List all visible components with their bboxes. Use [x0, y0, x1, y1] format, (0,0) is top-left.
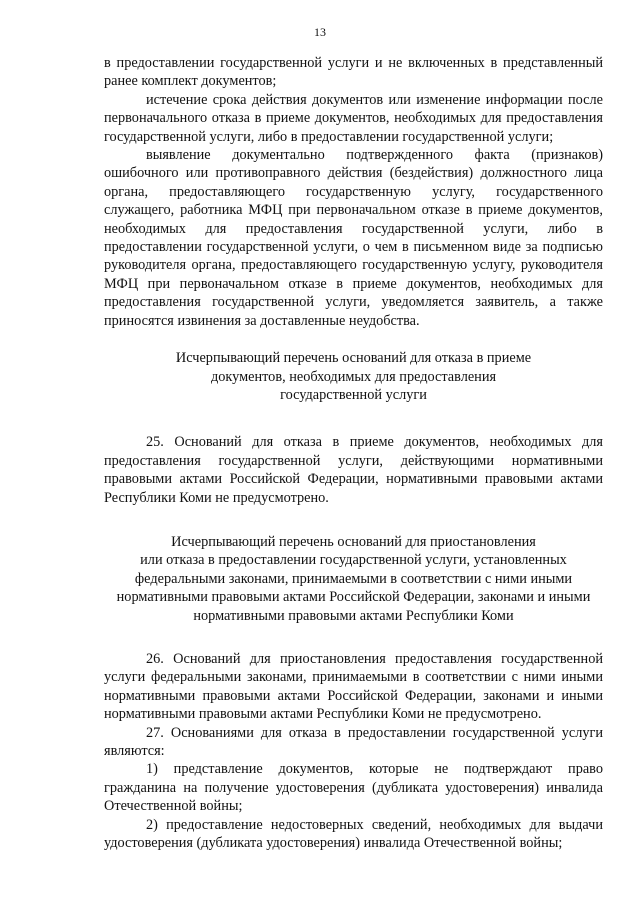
heading-line: нормативными правовыми актами Российской Федерации, законами и иными [116, 589, 591, 606]
document-body [104, 54, 603, 852]
list-item-2: 2) предоставление недостоверных сведений, необходимых для выдачи удостоверения (дубликата удостоверения) инвалида Отечественной войны; [104, 816, 603, 852]
paragraph-continuation: в предоставлении государственной услуги и не включенных в представленный ранее комплект документов; [104, 55, 603, 90]
heading-line: или отказа в предоставлении государственной услуги, установленных [140, 552, 567, 569]
paragraph-26: 26. Оснований для приостановления предоставления государственной услуги федеральными законами, принимаемыми в соответствии с ними иными нормативными правовыми актами Российской Федерации, законами и иными нормативными правовыми актами Республики Коми не предусмотрено. [104, 650, 603, 723]
paragraph-25: 25. Оснований для отказа в приеме документов, необходимых для предоставления государственной услуги, действующими нормативными правовыми актами Российской Федерации, нормативными правовыми актами Республики Коми не предусмотрено. [104, 434, 603, 506]
paragraph-error-detection: выявление документально подтвержденного факта (признаков) ошибочного или противоправного действия (бездействия) должностного лица органа, предоставляющего государственную услугу, государственного служащего, работника МФЦ при первоначальном отказе в приеме документов, необходимых для предоставления государственной услуги, либо в предоставлении государственной услуги, о чем в письменном виде за подписью руководителя органа, предоставляющего государственную услугу, руководителя МФЦ при первоначальном отказе в приеме документов, необходимых для предоставления государственной услуги, уведомляется заявитель, а также приносятся извинения за доставленные неудобства. [104, 147, 603, 329]
heading-line: Исчерпывающий перечень оснований для отказа в приеме [175, 350, 532, 367]
heading-line: государственной услуги [280, 386, 427, 403]
page-number: 13 [314, 25, 326, 39]
section-heading-refusal-reception [104, 349, 603, 404]
heading-line: нормативными правовыми актами Республики Коми [193, 607, 514, 624]
section-heading-suspension-refusal [104, 533, 603, 625]
paragraph-expiry: истечение срока действия документов или изменение информации после первоначального отказа в приеме документов, необходимых для предоставления государственной услуги, либо в предоставлении государственной услуги; [104, 91, 603, 145]
heading-line: федеральными законами, принимаемыми в соответствии с ними иными [134, 570, 573, 587]
list-item-1: 1) представление документов, которые не подтверждают право гражданина на получение удостоверения (дубликата удостоверения) инвалида Отечественной войны; [104, 761, 603, 815]
heading-line: документов, необходимых для предоставления [210, 368, 497, 385]
heading-line: Исчерпывающий перечень оснований для приостановления [171, 533, 536, 550]
paragraph-27: 27. Основаниями для отказа в предоставлении государственной услуги являются: [104, 724, 603, 759]
